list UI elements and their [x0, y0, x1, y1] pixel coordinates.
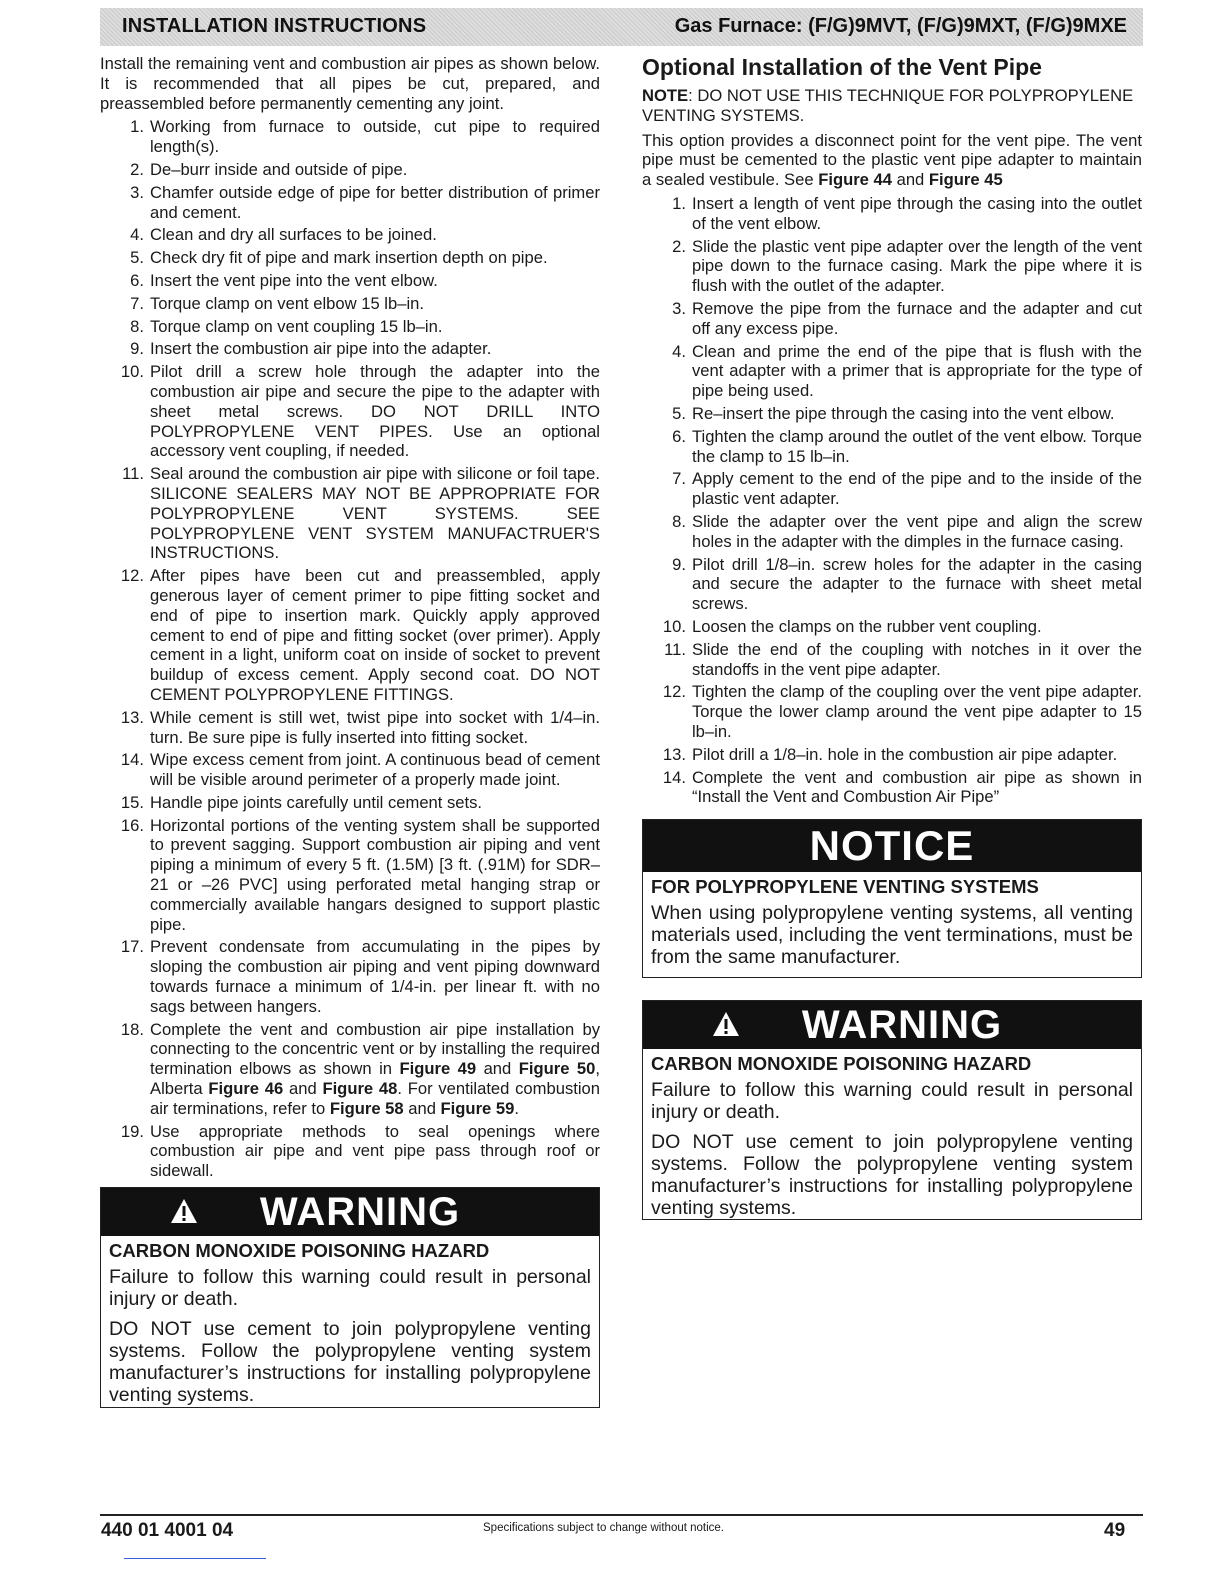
figure-reference: Figure 49 — [399, 1059, 477, 1079]
list-item — [100, 464, 600, 563]
step-text: While cement is still wet, twist pipe into socket with 1/4–in. turn. Be sure pipe is fully inserted into fitting socket. — [150, 707, 600, 747]
notice-header — [643, 820, 1141, 872]
step-number: 13. — [120, 707, 144, 727]
list-item — [100, 248, 600, 268]
step-text: After pipes have been cut and preassembled, apply generous layer of cement primer to pipe fitting socket and end of pipe to insertion mark. Quickly apply approved cement to end of pipe and fitting socket (over primer). Apply cement in a light, uniform coat on inside of socket to prevent buildup of excess cement. Apply second coat. DO NOT CEMENT POLYPROPYLENE FITTINGS. — [150, 566, 600, 704]
list-item — [100, 566, 600, 705]
list-item — [100, 708, 600, 748]
step-number: 19. — [120, 1121, 144, 1141]
step-number: 14. — [662, 767, 686, 787]
step-text: Slide the plastic vent pipe adapter over the length of the vent pipe down to the furnace casing. Mark the pipe where it is flush with the outlet of the adapter. — [692, 236, 1142, 296]
right-step-list — [642, 194, 1142, 807]
step-text: Loosen the clamps on the rubber vent coupling. — [692, 616, 1042, 636]
footer-disclaimer: Specifications subject to change without notice. — [483, 1522, 725, 1534]
warning-header — [101, 1188, 599, 1236]
step-number: 3. — [672, 298, 686, 318]
step-number: 10. — [662, 616, 686, 636]
page-header — [100, 8, 1143, 46]
footer-link-underline — [124, 1558, 266, 1559]
warning-header — [643, 1001, 1141, 1049]
figure-reference: Figure 45 — [928, 170, 1003, 190]
warning-text-2: DO NOT use cement to join polypropylene venting systems. Follow the polypropylene venting system manufacturer’s instructions for installing polypropylene venting systems. — [651, 1131, 1133, 1220]
list-item — [100, 183, 600, 223]
list-item — [100, 317, 600, 337]
step-text: Pilot drill 1/8–in. screw holes for the adapter in the casing and secure the adapter to the furnace with sheet metal screws. — [692, 554, 1142, 614]
note — [642, 86, 1142, 126]
warning-box-left — [100, 1187, 600, 1408]
step-text: Prevent condensate from accumulating in the pipes by sloping the combustion air piping and vent piping downward towards furnace a minimum of 1/4-in. per linear ft. with no sags between hangers. — [150, 937, 600, 1016]
step-number: 13. — [662, 744, 686, 764]
step-text: Handle pipe joints carefully until cement sets. — [150, 792, 483, 812]
step-number: 12. — [120, 566, 144, 586]
step-number: 11. — [122, 464, 144, 484]
page-number: 49 — [1104, 1520, 1126, 1541]
list-item — [642, 194, 1142, 234]
list-item: 18. Complete the vent and combustion air pipe installation by connecting to the concentric vent or by installing the required termination elbows as shown in Figure 49 and Figure 50, Alberta Figure 46 and Figure 48. For ventilated combustion air terminations, refer to Figure 58 and Figure 59. — [100, 1020, 600, 1119]
list-item — [642, 682, 1142, 741]
warning-text-2: DO NOT use cement to join polypropylene venting systems. Follow the polypropylene venting system manufacturer’s instructions for installing polypropylene venting systems. — [109, 1318, 591, 1407]
step-number: 10. — [120, 362, 144, 382]
list-item — [642, 299, 1142, 339]
step-number: 8. — [130, 316, 144, 336]
figure-reference: Figure 58 — [329, 1098, 404, 1118]
step-number: 8. — [672, 511, 686, 531]
warning-title: WARNING — [259, 1190, 461, 1235]
right-intro: This option provides a disconnect point for the vent pipe. The vent pipe must be cemented to the plastic vent pipe adapter to maintain a sealed vestibule. See Figure 44 and Figure 45 — [642, 130, 1142, 190]
step-text: Working from furnace to outside, cut pipe to required length(s). — [150, 117, 600, 157]
step-number: 5. — [130, 248, 144, 268]
list-item — [100, 117, 600, 157]
step-number: 4. — [672, 341, 686, 361]
notice-title: NOTICE — [809, 822, 975, 870]
list-item — [100, 750, 600, 790]
step-text: Apply cement to the end of the pipe and to the inside of the plastic vent adapter. — [692, 469, 1142, 509]
notice-subtitle: FOR POLYPROPYLENE VENTING SYSTEMS — [651, 876, 1039, 898]
step-number: 9. — [672, 554, 686, 574]
list-item — [642, 237, 1142, 296]
step-text: Clean and dry all surfaces to be joined. — [150, 225, 437, 245]
list-item — [642, 640, 1142, 680]
list-item — [642, 555, 1142, 614]
header-product-title: Gas Furnace: (F/G)9MVT, (F/G)9MXT, (F/G)9MXE — [674, 15, 1127, 37]
step-text: Pilot drill a 1/8–in. hole in the combustion air pipe adapter. — [692, 744, 1118, 764]
step-number: 1. — [130, 117, 144, 137]
step-number: 17. — [120, 937, 144, 957]
list-item — [642, 427, 1142, 467]
step-text: Tighten the clamp of the coupling over the vent pipe adapter. Torque the lower clamp around the vent pipe adapter to 15 lb–in. — [692, 682, 1142, 741]
step-text: Insert the combustion air pipe into the adapter. — [150, 339, 492, 359]
right-column — [642, 54, 1142, 1220]
left-step-list — [100, 117, 600, 1016]
left-intro: Install the remaining vent and combustion air pipes as shown below. It is recommended that all pipes be cut, prepared, and preassembled before permanently cementing any joint. — [100, 54, 600, 113]
figure-reference: Figure 46 — [208, 1079, 284, 1099]
list-item — [642, 469, 1142, 509]
section-title: Optional Installation of the Vent Pipe — [642, 54, 1042, 80]
warning-title: WARNING — [801, 1003, 1003, 1048]
list-item — [642, 404, 1142, 424]
step-number: 4. — [130, 225, 144, 245]
step-text: Insert a length of vent pipe through the casing into the outlet of the vent elbow. — [692, 193, 1142, 233]
warning-subtitle: CARBON MONOXIDE POISONING HAZARD — [651, 1053, 1032, 1075]
notice-box — [642, 819, 1142, 978]
step-text: Pilot drill a screw hole through the adapter into the combustion air pipe and secure the pipe to the adapter with sheet metal screws. DO NOT DRILL INTO POLYPROPYLENE VENT PIPES. Use an optional accessory vent coupling, if needed. — [150, 362, 600, 461]
step-text: Slide the end of the coupling with notches in it over the standoffs in the vent pipe adapter. — [692, 639, 1142, 679]
step-text: Insert the vent pipe into the vent elbow. — [150, 270, 438, 290]
figure-reference: Figure 44 — [818, 170, 892, 190]
step-text: De–burr inside and outside of pipe. — [150, 159, 408, 179]
step-number: 14. — [120, 750, 144, 770]
list-item — [642, 512, 1142, 552]
step-number: 6. — [672, 426, 686, 446]
list-item — [642, 768, 1142, 808]
figure-reference: Figure 50 — [518, 1059, 596, 1079]
step-number: 6. — [130, 270, 144, 290]
footer-rule — [100, 1514, 1143, 1516]
left-step-list-continued — [100, 1020, 600, 1181]
step-text: Complete the vent and combustion air pipe as shown in “Install the Vent and Combustion Air Pipe” — [692, 767, 1142, 807]
step-number: 15. — [120, 792, 144, 812]
step-number: 7. — [672, 469, 686, 489]
step-number: 1. — [672, 193, 686, 213]
notice-text: When using polypropylene venting systems, all venting materials used, including the vent terminations, must be from the same manufacturer. — [651, 902, 1133, 969]
step-number: 2. — [130, 159, 144, 179]
step-text: Remove the pipe from the furnace and the adapter and cut off any excess pipe. — [692, 298, 1142, 338]
warning-subtitle: CARBON MONOXIDE POISONING HAZARD — [109, 1240, 490, 1262]
list-item — [642, 342, 1142, 401]
step-text: Horizontal portions of the venting system shall be supported to prevent sagging. Support combustion air piping and vent piping a minimum of every 5 ft. (1.5M) [3 ft. (.91M) for SDR–21 or –26 PVC] using perforated metal hanging strap or commercially available hangars designed to support plastic pipe. — [150, 815, 600, 934]
figure-reference: Figure 48 — [322, 1079, 398, 1099]
step-number: 11. — [664, 639, 686, 659]
list-item — [100, 937, 600, 1016]
step-number: 16. — [120, 815, 144, 835]
step-text: Re–insert the pipe through the casing into the vent elbow. — [692, 403, 1115, 423]
note-label: NOTE — [642, 86, 689, 105]
document-number: 440 01 4001 04 — [101, 1520, 234, 1541]
list-item — [100, 160, 600, 180]
step-text: Clean and prime the end of the pipe that is flush with the vent adapter with a primer that is appropriate for the type of pipe being used. — [692, 341, 1142, 401]
list-item — [100, 339, 600, 359]
step-number: 12. — [662, 682, 686, 702]
step-number: 2. — [672, 236, 686, 256]
warning-text-1: Failure to follow this warning could result in personal injury or death. — [109, 1266, 591, 1311]
header-section-title: INSTALLATION INSTRUCTIONS — [122, 15, 427, 37]
left-column — [100, 54, 600, 1408]
step-text: Use appropriate methods to seal openings where combustion air pipe and vent pipe pass through roof or sidewall. — [150, 1121, 600, 1181]
list-item — [642, 617, 1142, 637]
warning-text-1: Failure to follow this warning could result in personal injury or death. — [651, 1079, 1133, 1124]
figure-reference: Figure 59 — [440, 1098, 515, 1118]
list-item — [100, 816, 600, 935]
step-number: 5. — [672, 403, 686, 423]
list-item — [642, 745, 1142, 765]
list-item — [100, 225, 600, 245]
list-item — [100, 362, 600, 461]
step-text: Tighten the clamp around the outlet of the vent elbow. Torque the clamp to 15 lb–in. — [692, 426, 1142, 466]
step-text: Torque clamp on vent coupling 15 lb–in. — [150, 316, 443, 336]
step-text: Wipe excess cement from joint. A continuous bead of cement will be visible around perimeter of a properly made joint. — [150, 750, 600, 790]
step-number: 7. — [130, 293, 144, 313]
list-item — [100, 294, 600, 314]
step-text: Chamfer outside edge of pipe for better distribution of primer and cement. — [150, 182, 600, 222]
step-number: 3. — [130, 182, 144, 202]
step-number: 9. — [130, 339, 144, 359]
step-text: Torque clamp on vent elbow 15 lb–in. — [150, 293, 424, 313]
list-item — [100, 793, 600, 813]
step-text: Seal around the combustion air pipe with silicone or foil tape. SILICONE SEALERS MAY NOT BE APPROPRIATE FOR POLYPROPYLENE VENT SYSTEMS. SEE POLYPROPYLENE VENT SYSTEM MANUFACTRUER'S INSTRUCTIONS. — [150, 464, 600, 563]
step-number: 18. — [120, 1019, 144, 1039]
step-text: Slide the adapter over the vent pipe and align the screw holes in the adapter with the dimples in the furnace casing. — [692, 511, 1142, 551]
list-item — [100, 271, 600, 291]
note-text: : DO NOT USE THIS TECHNIQUE FOR POLYPROPYLENE VENTING SYSTEMS. — [642, 86, 1134, 125]
step-text: Check dry fit of pipe and mark insertion depth on pipe. — [150, 248, 548, 268]
warning-box-right — [642, 1000, 1142, 1220]
list-item — [100, 1122, 600, 1181]
